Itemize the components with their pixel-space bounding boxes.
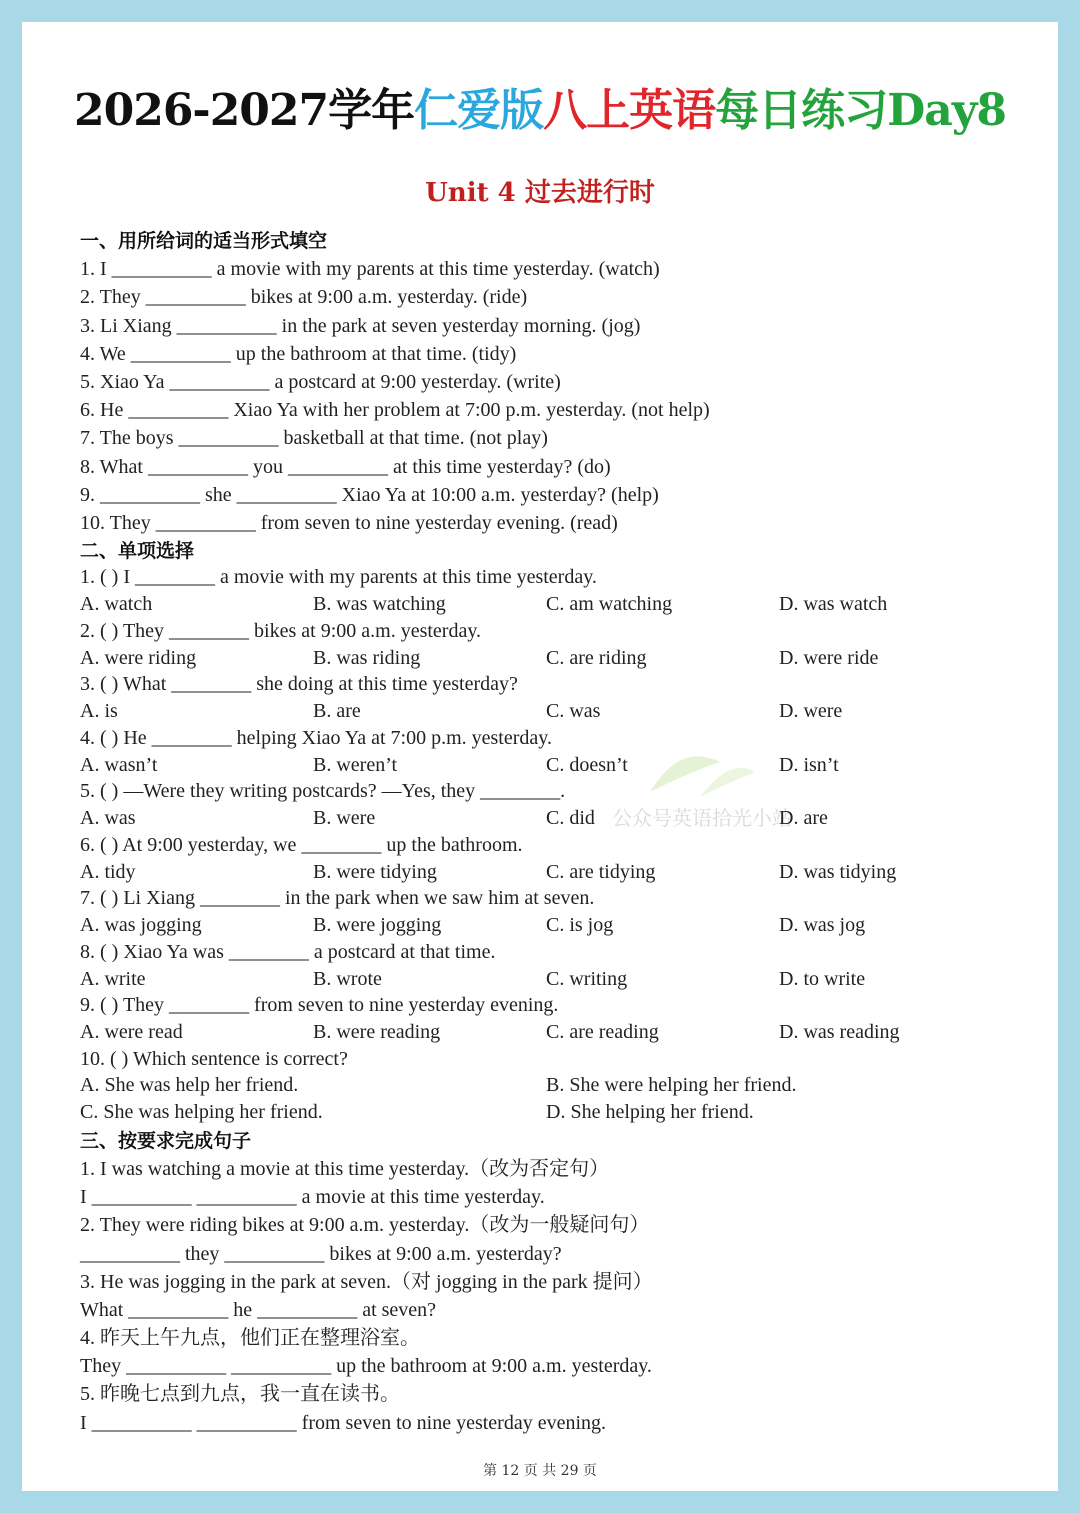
- mc-options: [80, 1018, 1020, 1047]
- section3-line: 3. He was jogging in the park at seven.（对 jogging in the park 提问）: [80, 1270, 653, 1293]
- section1-item: 3. Li Xiang __________ in the park at seven yesterday morning. (jog): [80, 314, 641, 337]
- mc-question: 9. ( ) They ________ from seven to nine yesterday evening.: [80, 994, 559, 1017]
- mc-options: [80, 911, 1020, 940]
- title-day: 每日练习Day8: [715, 85, 1007, 136]
- mc-options: [80, 644, 1020, 673]
- mc-option: B. was watching: [313, 593, 446, 616]
- mc-option: C. writing: [546, 967, 628, 990]
- mc-option: D. to write: [779, 967, 866, 990]
- mc-options: [80, 697, 1020, 726]
- unit-subtitle: Unit 4 过去进行时: [425, 178, 655, 208]
- mc-option: A. watch: [80, 593, 153, 616]
- mc-option: B. wrote: [313, 967, 382, 990]
- section1-item: 8. What __________ you __________ at this time yesterday? (do): [80, 455, 611, 478]
- section3-line: __________ they __________ bikes at 9:00 a.m. yesterday?: [80, 1242, 562, 1265]
- mc-option: B. are: [313, 700, 361, 723]
- mc-option: D. isn’t: [779, 753, 839, 776]
- page-number: 第 12 页 共 29 页: [483, 1463, 597, 1479]
- mc-options: [80, 1099, 1020, 1127]
- section1-item: 9. __________ she __________ Xiao Ya at 10:00 a.m. yesterday? (help): [80, 483, 659, 506]
- mc-option: D. were ride: [779, 646, 879, 669]
- mc-option: B. were jogging: [313, 914, 442, 937]
- watermark: 公众号英语拾光小站: [612, 806, 792, 830]
- mc-question: 2. ( ) They ________ bikes at 9:00 a.m. yesterday.: [80, 619, 482, 642]
- section1-item: 2. They __________ bikes at 9:00 a.m. yesterday. (ride): [80, 286, 528, 309]
- section3-line: I __________ __________ from seven to nine yesterday evening.: [80, 1411, 607, 1434]
- section1-item: 1. I __________ a movie with my parents at this time yesterday. (watch): [80, 258, 660, 281]
- mc-question: 3. ( ) What ________ she doing at this time yesterday?: [80, 673, 518, 696]
- section1-heading: 一、用所给词的适当形式填空: [80, 230, 328, 252]
- mc-options: [80, 1072, 1020, 1100]
- mc-option: B. were tidying: [313, 860, 437, 883]
- mc-option: A. is: [80, 700, 118, 723]
- mc-option: C. did: [546, 807, 595, 830]
- mc-option: B. were reading: [313, 1021, 441, 1044]
- mc-option: B. were: [313, 807, 376, 830]
- mc-option: A. She was help her friend.: [80, 1073, 299, 1096]
- worksheet-page: [22, 22, 1058, 1491]
- mc-option: B. She were helping her friend.: [546, 1073, 797, 1096]
- worksheet-content: [80, 227, 1020, 1437]
- mc-option: C. She was helping her friend.: [80, 1101, 323, 1124]
- mc-question: 1. ( ) I ________ a movie with my parents at this time yesterday.: [80, 566, 597, 589]
- section3-line: 4. 昨天上午九点，他们正在整理浴室。: [80, 1327, 420, 1350]
- mc-option: D. was watch: [779, 593, 888, 616]
- mc-option: A. was jogging: [80, 914, 202, 937]
- mc-option: B. weren’t: [313, 753, 398, 776]
- mc-option: D. She helping her friend.: [546, 1101, 754, 1124]
- page-title: [22, 74, 1058, 138]
- mc-option: C. was: [546, 700, 601, 723]
- mc-question: 5. ( ) —Were they writing postcards? —Yes, they ________.: [80, 780, 566, 803]
- section1-item: 7. The boys __________ basketball at that time. (not play): [80, 427, 548, 450]
- section1-item: 5. Xiao Ya __________ a postcard at 9:00 yesterday. (write): [80, 370, 561, 393]
- mc-options: [80, 751, 1020, 780]
- mc-option: A. were read: [80, 1021, 183, 1044]
- mc-option: D. was tidying: [779, 860, 897, 883]
- mc-option: A. was: [80, 807, 136, 830]
- mc-option: A. tidy: [80, 860, 136, 883]
- mc-question: 10. ( ) Which sentence is correct?: [80, 1047, 348, 1070]
- section2-heading: 二、单项选择: [80, 540, 195, 563]
- mc-option: A. write: [80, 967, 146, 990]
- section3-line: 5. 昨晚七点到九点，我一直在读书。: [80, 1383, 400, 1406]
- mc-option: D. was reading: [779, 1021, 900, 1044]
- mc-question: 6. ( ) At 9:00 yesterday, we ________ up the bathroom.: [80, 833, 523, 856]
- mc-option: D. are: [779, 807, 828, 830]
- section3-heading: 三、按要求完成句子: [80, 1129, 252, 1152]
- mc-options: [80, 804, 1020, 833]
- mc-option: C. doesn’t: [546, 753, 628, 776]
- title-subject: 八上英语: [543, 85, 716, 136]
- section3-line: What __________ he __________ at seven?: [80, 1298, 437, 1321]
- mc-option: D. was jog: [779, 914, 866, 937]
- section3-line: 1. I was watching a movie at this time yesterday.（改为否定句）: [80, 1157, 610, 1180]
- mc-option: C. are tidying: [546, 860, 656, 883]
- title-edition: 仁爱版: [414, 85, 544, 136]
- mc-option: C. are reading: [546, 1021, 659, 1044]
- mc-options: [80, 590, 1020, 619]
- section3-line: I __________ __________ a movie at this time yesterday.: [80, 1186, 545, 1209]
- mc-options: [80, 965, 1020, 994]
- section3-line: They __________ __________ up the bathroom at 9:00 a.m. yesterday.: [80, 1355, 652, 1378]
- mc-option: B. was riding: [313, 646, 421, 669]
- section1-item: 6. He __________ Xiao Ya with her problem at 7:00 p.m. yesterday. (not help): [80, 399, 710, 422]
- mc-options: [80, 858, 1020, 887]
- mc-question: 8. ( ) Xiao Ya was ________ a postcard at that time.: [80, 940, 496, 963]
- mc-option: D. were: [779, 700, 843, 723]
- mc-question: 4. ( ) He ________ helping Xiao Ya at 7:00 p.m. yesterday.: [80, 726, 552, 749]
- section3-line: 2. They were riding bikes at 9:00 a.m. yesterday.（改为一般疑问句）: [80, 1214, 650, 1237]
- mc-question: 7. ( ) Li Xiang ________ in the park when we saw him at seven.: [80, 887, 595, 910]
- section1-item: 10. They __________ from seven to nine yesterday evening. (read): [80, 511, 618, 534]
- mc-option: C. are riding: [546, 646, 647, 669]
- title-year: 2026-2027学年: [73, 85, 415, 136]
- mc-option: A. wasn’t: [80, 753, 158, 776]
- section1-item: 4. We __________ up the bathroom at that time. (tidy): [80, 342, 517, 365]
- mc-option: C. is jog: [546, 914, 614, 937]
- mc-option: A. were riding: [80, 646, 197, 669]
- mc-option: C. am watching: [546, 593, 673, 616]
